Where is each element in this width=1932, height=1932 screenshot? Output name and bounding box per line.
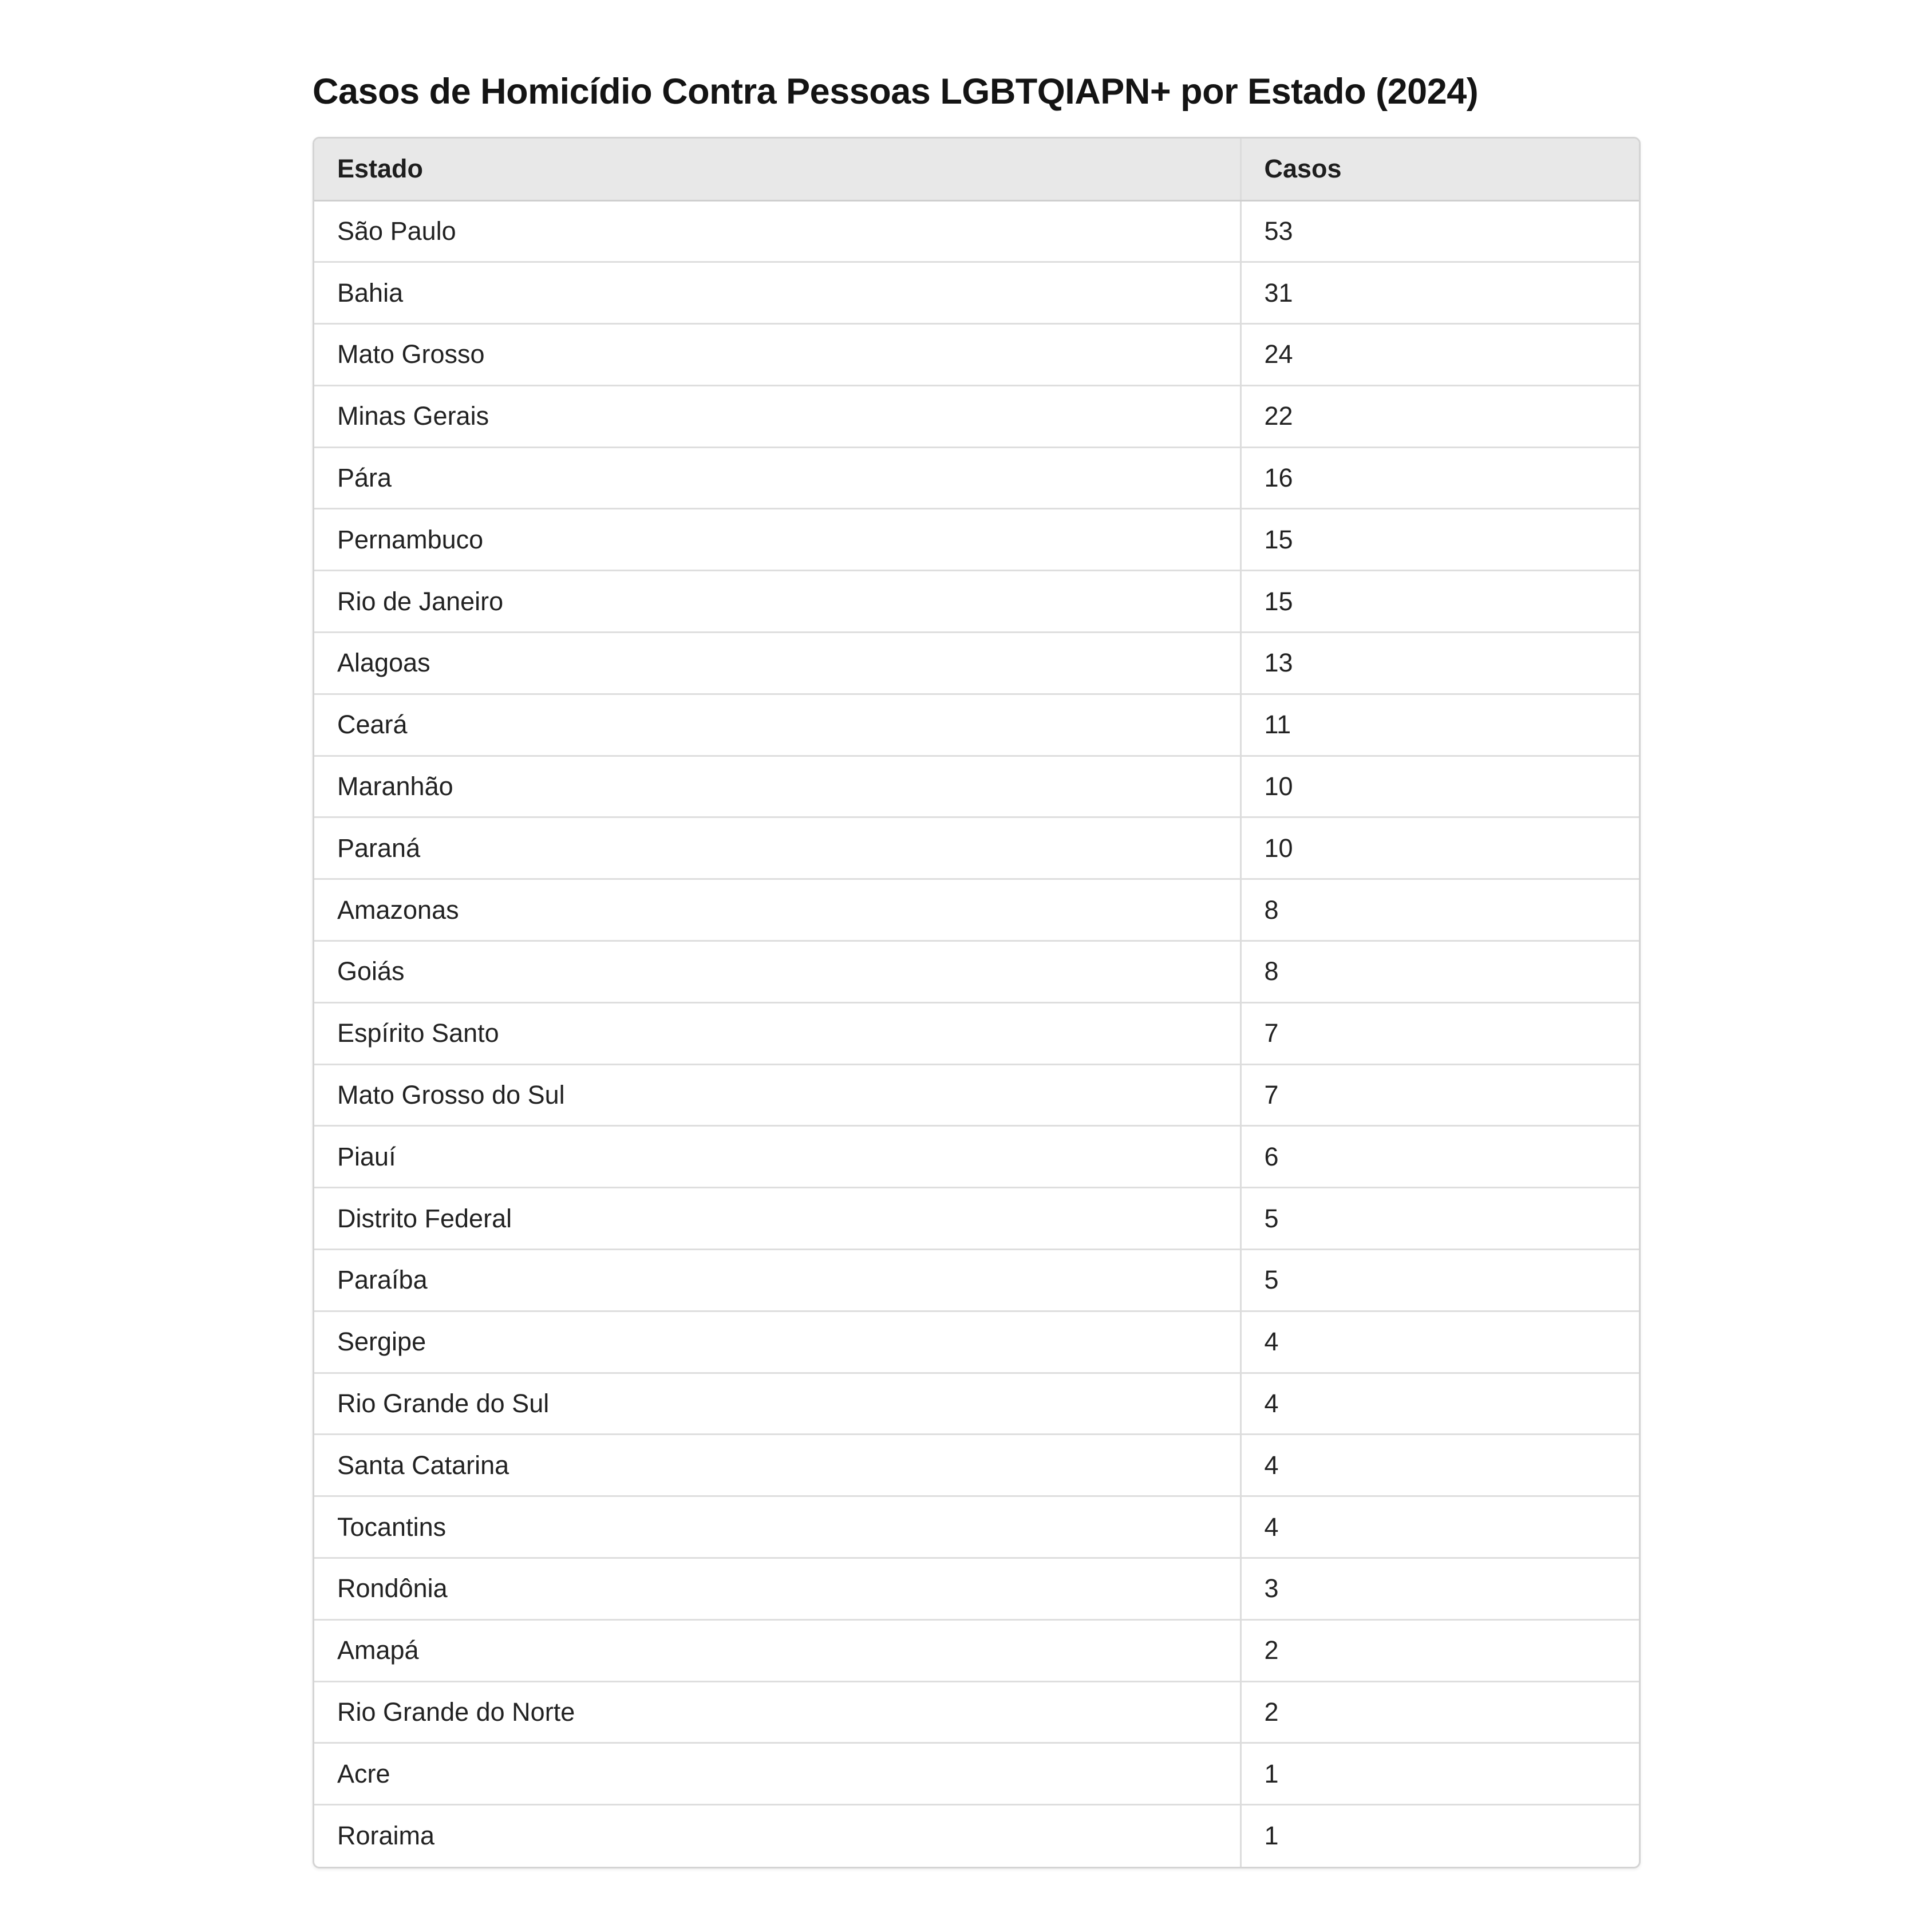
column-header-casos: Casos: [1240, 139, 1639, 200]
state-cell: Rio de Janeiro: [314, 571, 1240, 633]
state-cell: São Paulo: [314, 200, 1240, 262]
table-row: [314, 1126, 1639, 1188]
table-row: [314, 447, 1639, 509]
cases-cell: 13: [1240, 633, 1639, 694]
table-row: [314, 817, 1639, 879]
table-row: [314, 509, 1639, 571]
cases-cell: 4: [1240, 1373, 1639, 1435]
page-title: Casos de Homicídio Contra Pessoas LGBTQIAPN+ por Estado (2024): [313, 72, 1479, 112]
state-cell: Goiás: [314, 941, 1240, 1003]
table-row: [314, 262, 1639, 324]
table-row: [314, 879, 1639, 941]
table-row: [314, 1558, 1639, 1620]
state-cell: Alagoas: [314, 633, 1240, 694]
table-row: [314, 1311, 1639, 1373]
state-cell: Pára: [314, 447, 1240, 509]
state-cell: Rio Grande do Sul: [314, 1373, 1240, 1435]
cases-cell: 1: [1240, 1805, 1639, 1867]
table-row: [314, 694, 1639, 756]
state-cell: Roraima: [314, 1805, 1240, 1867]
table-row: [314, 1188, 1639, 1250]
state-cell: Acre: [314, 1743, 1240, 1805]
document-page: [313, 68, 1641, 1868]
cases-cell: 24: [1240, 324, 1639, 386]
state-cell: Maranhão: [314, 756, 1240, 817]
state-cell: Mato Grosso: [314, 324, 1240, 386]
state-cell: Piauí: [314, 1126, 1240, 1188]
table-row: [314, 1373, 1639, 1435]
state-cell: Distrito Federal: [314, 1188, 1240, 1250]
cases-cell: 10: [1240, 756, 1639, 817]
table-row: [314, 941, 1639, 1003]
cases-table-container: [313, 137, 1641, 1868]
table-row: [314, 200, 1639, 262]
table-row: [314, 1002, 1639, 1064]
table-row: [314, 1496, 1639, 1558]
cases-cell: 2: [1240, 1681, 1639, 1743]
cases-table: [314, 139, 1639, 1867]
cases-cell: 53: [1264, 216, 1293, 246]
cases-cell: 5: [1240, 1188, 1639, 1250]
table-row: [314, 1064, 1639, 1126]
cases-cell: 8: [1240, 941, 1639, 1003]
state-cell: Pernambuco: [314, 509, 1240, 571]
state-cell: Espírito Santo: [314, 1002, 1240, 1064]
cases-cell: 5: [1240, 1250, 1639, 1311]
cases-cell: 7: [1240, 1064, 1639, 1126]
table-body: [314, 200, 1639, 1867]
cases-cell: 7: [1240, 1002, 1639, 1064]
state-cell: Bahia: [314, 262, 1240, 324]
cases-cell: 3: [1240, 1558, 1639, 1620]
state-cell: Santa Catarina: [314, 1435, 1240, 1496]
state-cell: Tocantins: [314, 1496, 1240, 1558]
cases-cell: 2: [1240, 1619, 1639, 1681]
cases-cell: 31: [1240, 262, 1639, 324]
cases-cell: 15: [1240, 571, 1639, 633]
state-cell: Minas Gerais: [314, 385, 1240, 447]
cases-cell: 16: [1240, 447, 1639, 509]
table-row: [314, 1250, 1639, 1311]
column-header-estado: Estado: [314, 139, 1240, 200]
cases-cell: 4: [1240, 1435, 1639, 1496]
state-cell: Sergipe: [314, 1311, 1240, 1373]
table-row: [314, 1619, 1639, 1681]
table-row: [314, 571, 1639, 633]
header-row: [314, 139, 1639, 200]
cases-cell: 15: [1240, 509, 1639, 571]
cases-cell: 22: [1240, 385, 1639, 447]
state-cell: Rio Grande do Norte: [314, 1681, 1240, 1743]
state-cell: Amapá: [314, 1619, 1240, 1681]
cases-cell: 10: [1240, 817, 1639, 879]
cases-cell: 1: [1240, 1743, 1639, 1805]
state-cell: Paraíba: [314, 1250, 1240, 1311]
cases-cell: 6: [1240, 1126, 1639, 1188]
cases-cell: 8: [1240, 879, 1639, 941]
state-cell: Mato Grosso do Sul: [314, 1064, 1240, 1126]
table-header: [314, 139, 1639, 200]
state-cell: Rondônia: [314, 1558, 1240, 1620]
table-row: [314, 1435, 1639, 1496]
table-row: [314, 1743, 1639, 1805]
table-row: [314, 324, 1639, 386]
state-cell: Amazonas: [314, 879, 1240, 941]
table-row: [314, 1681, 1639, 1743]
cases-cell: 4: [1240, 1311, 1639, 1373]
table-row: [314, 633, 1639, 694]
state-cell: Paraná: [314, 817, 1240, 879]
cases-cell: 11: [1240, 694, 1639, 756]
table-row: [314, 756, 1639, 817]
table-row: [314, 385, 1639, 447]
table-row: [314, 1805, 1639, 1867]
state-cell: Ceará: [314, 694, 1240, 756]
cases-cell: 4: [1240, 1496, 1639, 1558]
